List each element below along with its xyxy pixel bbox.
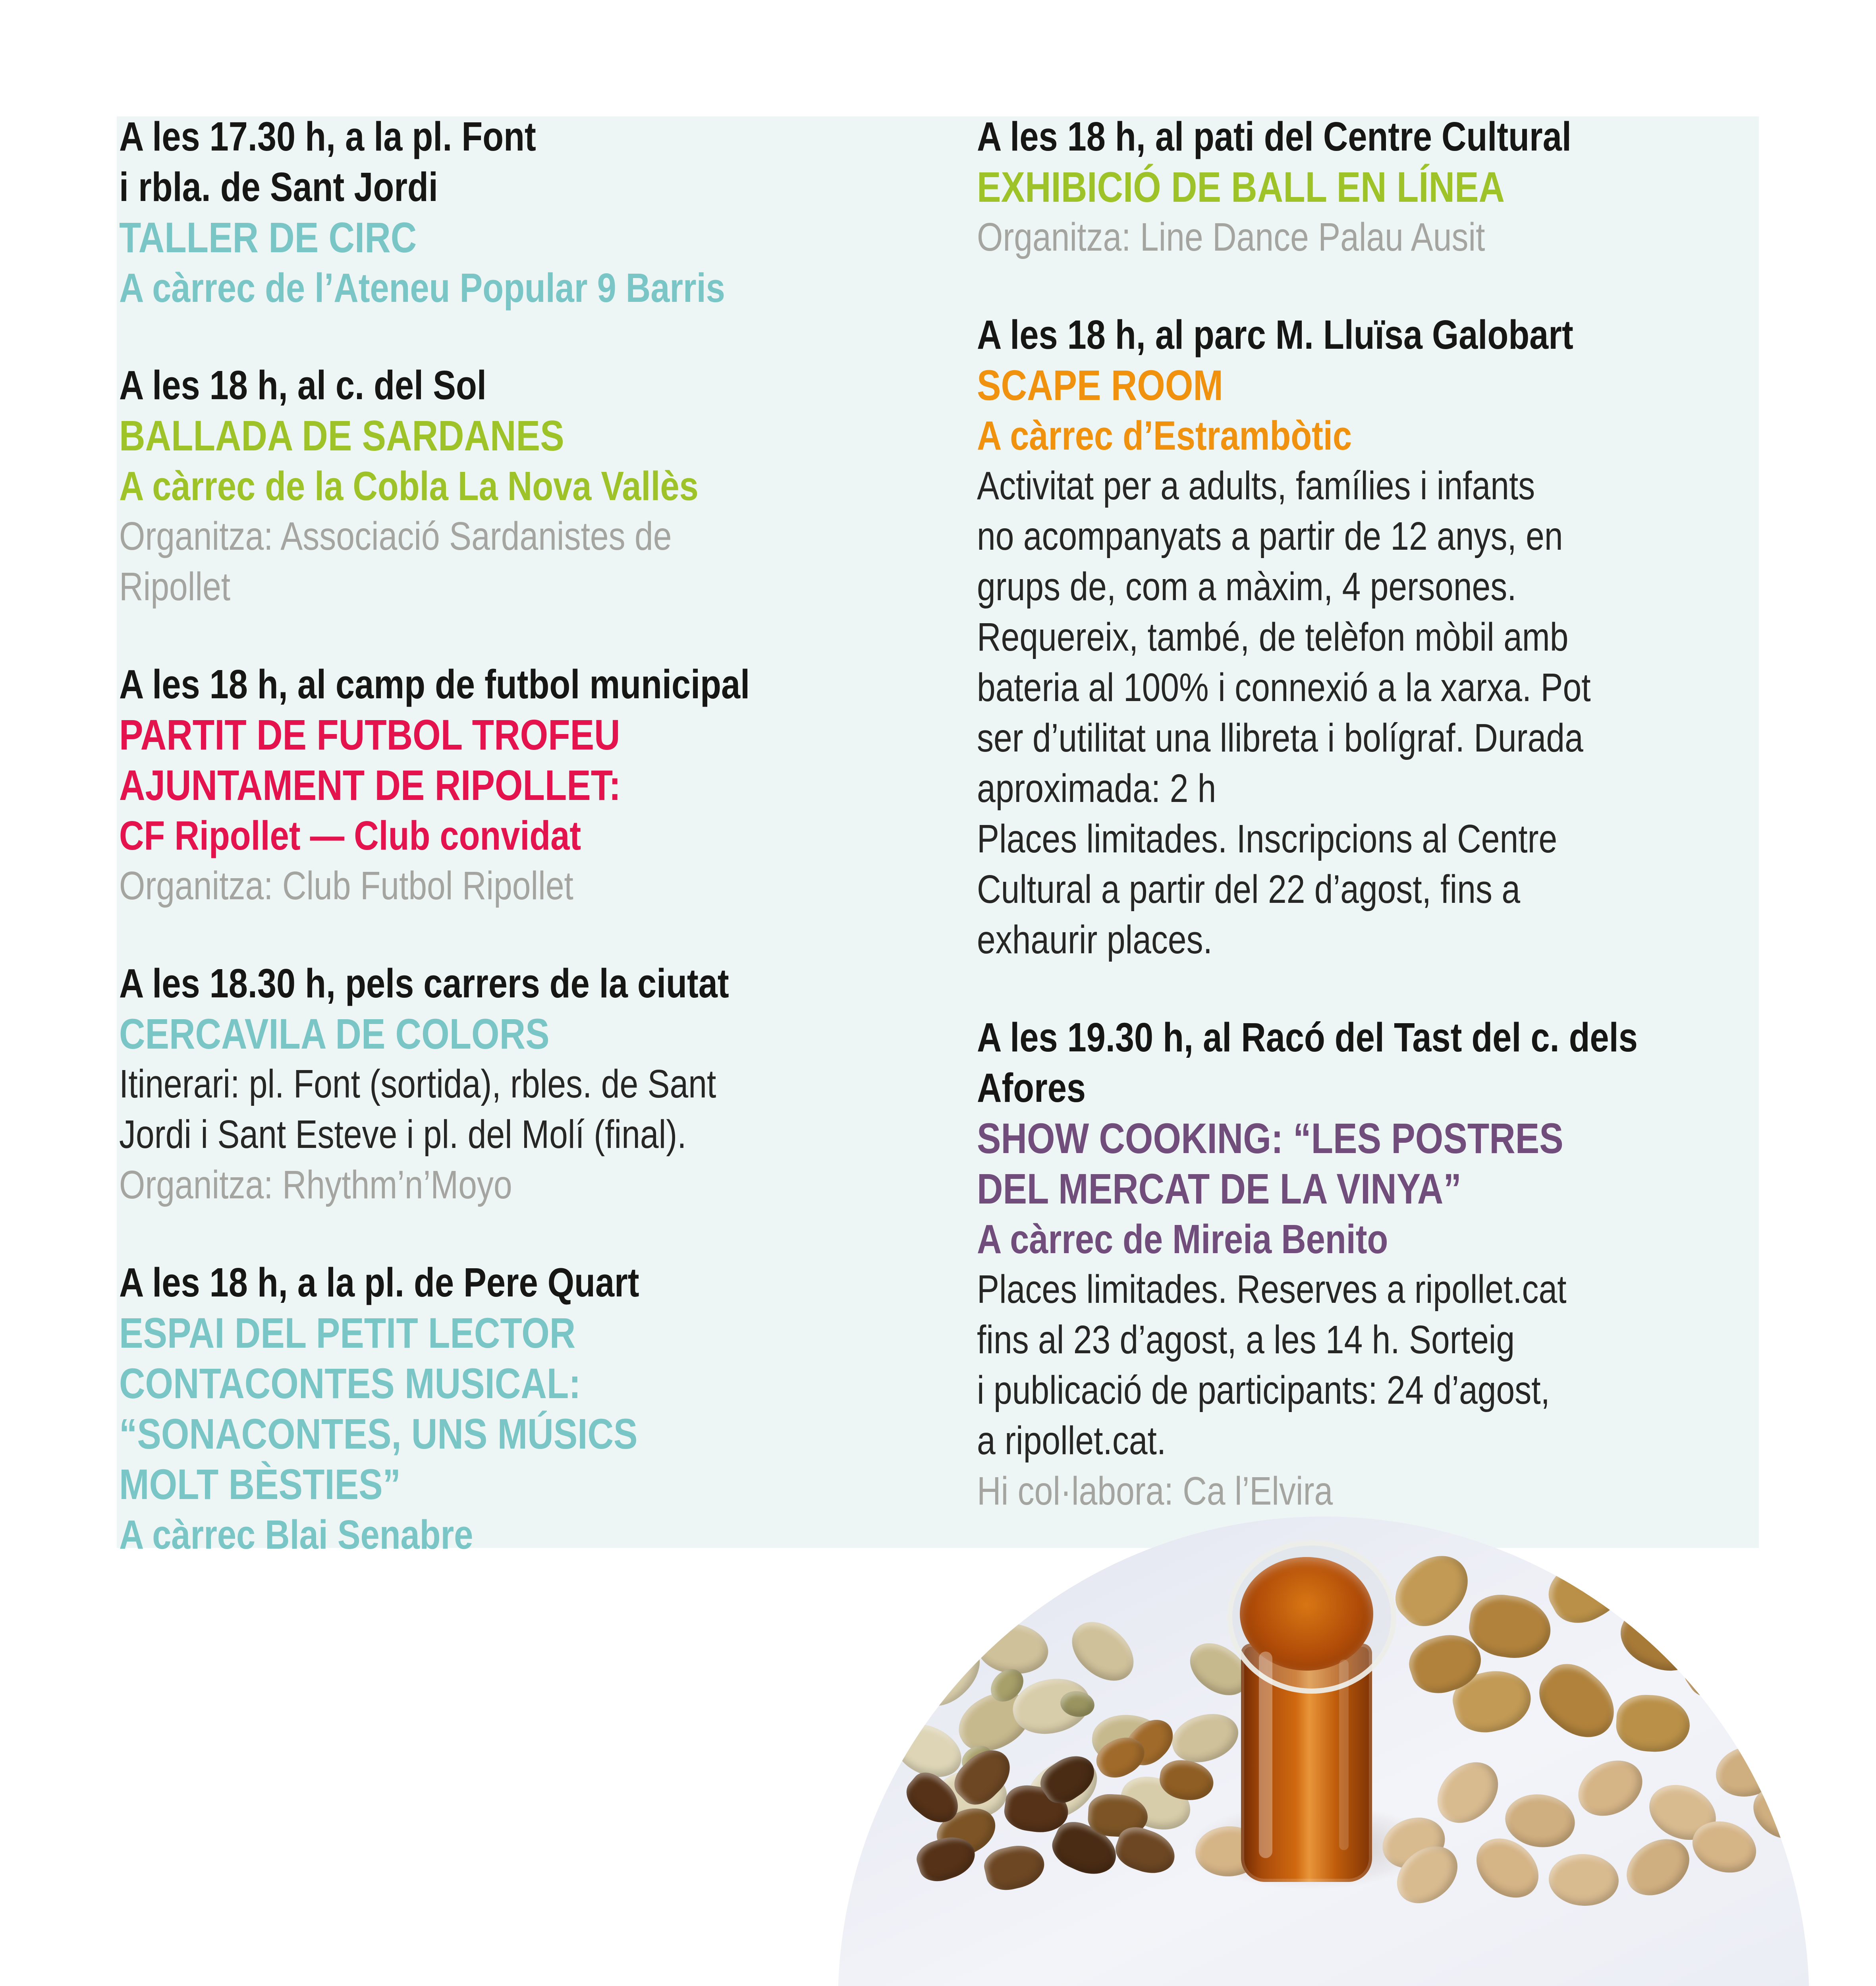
event-title: TALLER DE CIRC	[119, 213, 417, 261]
glass-highlight	[1339, 1660, 1349, 1850]
event-credit: A càrrec de Mireia Benito	[977, 1216, 1388, 1262]
event-time-location: A les 18 h, al c. del Sol	[119, 362, 486, 408]
event-listing	[119, 659, 929, 911]
event-time-location: i rbla. de Sant Jordi	[119, 164, 438, 210]
drink-glass-liquid	[1240, 1557, 1373, 1671]
event-listing	[977, 1012, 1767, 1517]
event-credit: A càrrec de l’Ateneu Popular 9 Barris	[119, 265, 725, 311]
event-credit: A càrrec Blai Senabre	[119, 1512, 473, 1557]
event-organizer: Hi col·labora: Ca l’Elvira	[977, 1469, 1333, 1513]
event-detail: Cultural a partir del 22 d’agost, fins a	[977, 867, 1521, 912]
event-organizer: Organitza: Club Futbol Ripollet	[119, 864, 573, 908]
event-detail: Itinerari: pl. Font (sortida), rbles. de Sant	[119, 1062, 716, 1106]
almond	[1425, 1750, 1510, 1835]
event-listing	[977, 309, 1767, 965]
event-organizer: Ripollet	[119, 564, 231, 609]
raisin	[981, 1840, 1048, 1894]
walnut	[1527, 1652, 1628, 1751]
event-detail: grups de, com a màxim, 4 persones.	[977, 564, 1517, 609]
event-listing	[119, 1257, 929, 1560]
event-detail: no acompanyats a partir de 12 anys, en	[977, 514, 1563, 558]
event-title: CERCAVILA DE COLORS	[119, 1010, 550, 1058]
event-detail: Requereix, també, de telèfon mòbil amb	[977, 615, 1569, 659]
event-time-location: A les 18 h, al pati del Centre Cultural	[977, 114, 1571, 159]
event-credit: CF Ripollet — Club convidat	[119, 813, 581, 858]
event-title: PARTIT DE FUTBOL TROFEU	[119, 711, 620, 759]
event-organizer: Organitza: Associació Sardanistes de	[119, 514, 672, 558]
event-title: SHOW COOKING: “LES POSTRES	[977, 1114, 1563, 1162]
event-detail: fins al 23 d’agost, a les 14 h. Sorteig	[977, 1318, 1515, 1362]
event-detail: ser d’utilitat una llibreta i bolígraf. Durada	[977, 716, 1583, 760]
event-listing	[119, 360, 929, 612]
event-detail: i publicació de participants: 24 d’agost,	[977, 1368, 1550, 1412]
event-detail: Jordi i Sant Esteve i pl. del Molí (final).	[119, 1112, 687, 1157]
nuts-and-drink-photo	[838, 1517, 1809, 1986]
event-credit: A càrrec de la Cobla La Nova Vallès	[119, 463, 699, 509]
event-title: CONTACONTES MUSICAL:	[119, 1359, 581, 1407]
event-listing	[119, 111, 929, 313]
event-time-location: A les 17.30 h, a la pl. Font	[119, 114, 536, 159]
event-detail: Places limitades. Reserves a ripollet.cat	[977, 1267, 1567, 1312]
event-credit: A càrrec d’Estrambòtic	[977, 413, 1352, 458]
event-detail: a ripollet.cat.	[977, 1418, 1166, 1463]
walnut	[1384, 1542, 1481, 1638]
event-title: AJUNTAMENT DE RIPOLLET:	[119, 761, 621, 809]
event-time-location: A les 19.30 h, al Racó del Tast del c. dels	[977, 1014, 1638, 1060]
events-column-left	[119, 111, 929, 1607]
event-time-location: A les 18 h, a la pl. de Pere Quart	[119, 1260, 639, 1305]
event-organizer: Organitza: Line Dance Palau Ausit	[977, 215, 1485, 259]
glass-highlight	[1259, 1652, 1272, 1858]
event-detail: aproximada: 2 h	[977, 766, 1216, 811]
walnut	[1615, 1693, 1691, 1753]
event-time-location: A les 18 h, al camp de futbol municipal	[119, 661, 750, 707]
event-title: BALLADA DE SARDANES	[119, 411, 564, 460]
event-time-location: Afores	[977, 1065, 1086, 1111]
event-detail: exhaurir places.	[977, 918, 1212, 962]
event-title: EXHIBICIÓ DE BALL EN LÍNEA	[977, 163, 1505, 211]
event-detail: Activitat per a adults, famílies i infants	[977, 464, 1535, 508]
event-title: MOLT BÈSTIES”	[119, 1460, 401, 1508]
almond	[1569, 1750, 1652, 1827]
event-detail: Places limitades. Inscripcions al Centre	[977, 817, 1558, 861]
event-listing	[119, 958, 929, 1210]
event-title: DEL MERCAT DE LA VINYA”	[977, 1165, 1461, 1213]
event-title: SCAPE ROOM	[977, 361, 1223, 409]
event-title: ESPAI DEL PETIT LECTOR	[119, 1309, 576, 1357]
event-time-location: A les 18.30 h, pels carrers de la ciutat	[119, 960, 729, 1006]
events-column-right	[977, 111, 1767, 1563]
event-listing	[977, 111, 1767, 263]
event-title: “SONACONTES, UNS MÚSICS	[119, 1410, 638, 1458]
pistachio	[1061, 1611, 1145, 1692]
almond	[1548, 1852, 1620, 1907]
event-time-location: A les 18 h, al parc M. Lluïsa Galobart	[977, 312, 1573, 357]
event-organizer: Organitza: Rhythm’n’Moyo	[119, 1163, 512, 1207]
event-detail: bateria al 100% i connexió a la xarxa. Pot	[977, 665, 1591, 710]
